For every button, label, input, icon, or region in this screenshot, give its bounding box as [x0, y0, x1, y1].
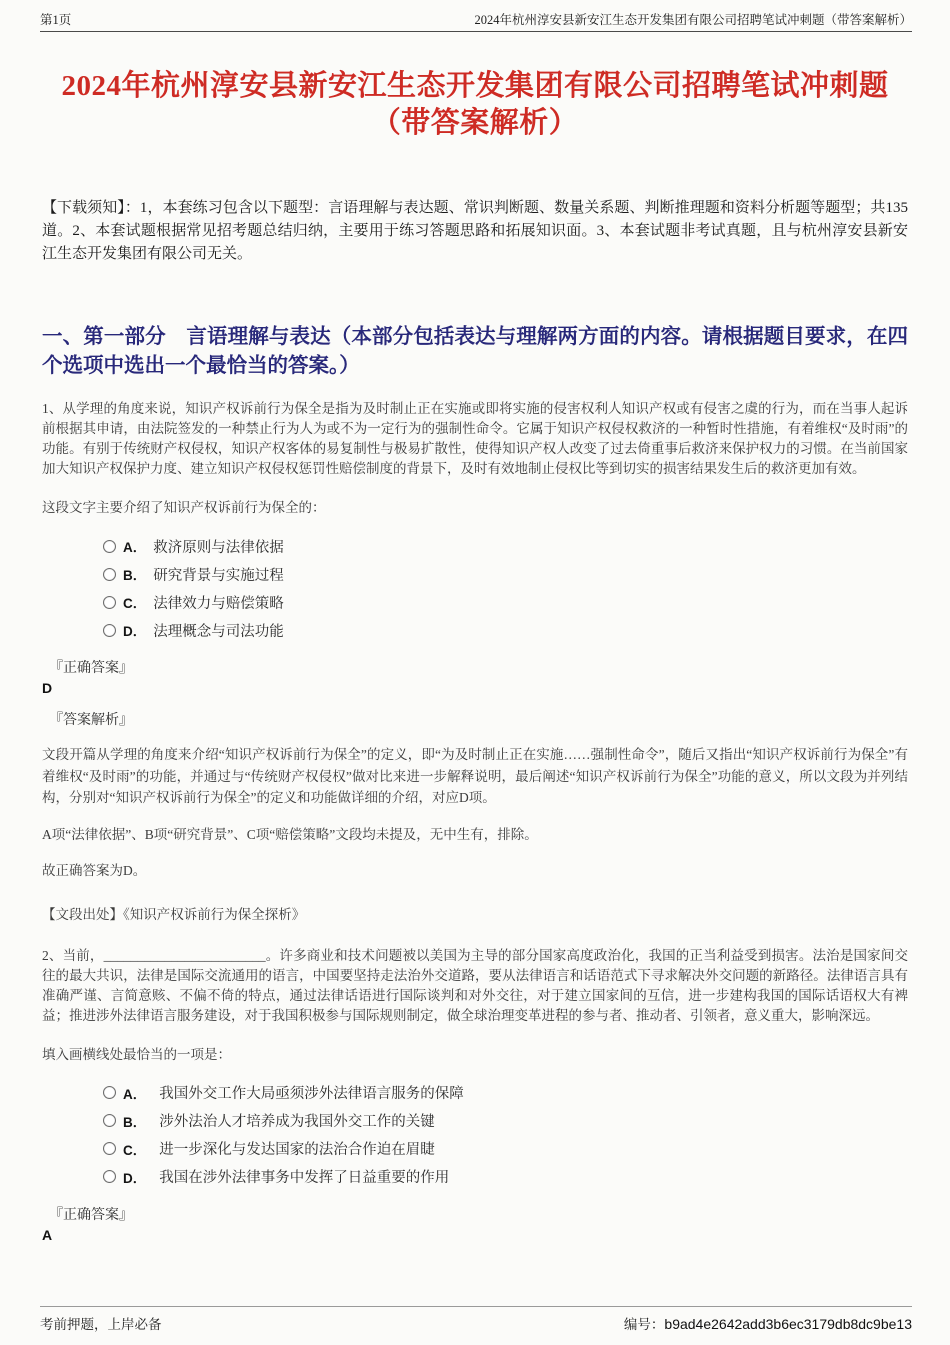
download-notice: 【下载须知】：1，本套练习包含以下题型：言语理解与表达题、常识判断题、数量关系题、判断推理题和资料分析题等题型；共135道。2、本套试题根据常见招考题总结归纳，主要用于练习答题思路和拓展知识面。3、本套试题非考试真题，且与杭州淳安县新安江生态开发集团有限公司无关。 [42, 200, 908, 262]
analysis-paragraph: 故正确答案为D。 [42, 863, 147, 878]
header-doc-title: 2024年杭州淳安县新安江生态开发集团有限公司招聘笔试冲刺题（带答案解析） [474, 13, 912, 27]
footer-serial-value: b9ad4e2642add3b6ec3179db8dc9be13 [664, 1316, 912, 1332]
option-letter: D． [123, 1170, 147, 1186]
radio-button-icon[interactable] [103, 568, 116, 581]
option-a[interactable] [103, 532, 908, 560]
option-letter: C． [123, 1142, 147, 1158]
option-b[interactable] [103, 1107, 908, 1135]
footer-slogan: 考前押题，上岸必备 [40, 1317, 162, 1332]
option-a[interactable] [103, 1079, 908, 1107]
correct-answer-label: 『正确答案』 [49, 1207, 133, 1223]
radio-button-icon[interactable] [103, 624, 116, 637]
radio-button-icon[interactable] [103, 1170, 116, 1183]
option-letter: B． [123, 1114, 147, 1130]
question-stem: 填入画横线处最恰当的一项是： [42, 1046, 231, 1062]
option-d[interactable] [103, 616, 908, 644]
option-label: 我国外交工作大局亟须涉外法律语言服务的保障 [159, 1086, 464, 1102]
option-letter: C． [123, 596, 147, 611]
options-list [103, 532, 908, 644]
radio-button-icon[interactable] [103, 1114, 116, 1127]
question-2 [0, 946, 950, 1243]
option-label: 法理概念与司法功能 [153, 623, 284, 640]
option-label: 涉外法治人才培养成为我国外交工作的关键 [159, 1114, 435, 1130]
question-1 [0, 399, 950, 923]
answer-analysis-label: 『答案解析』 [49, 713, 133, 728]
option-letter: D． [123, 624, 147, 639]
section-heading: 一、第一部分 言语理解与表达（本部分包括表达与理解两方面的内容。请根据题目要求，在四个选项中选出一个最恰当的答案。） [42, 326, 908, 377]
page-header [40, 10, 912, 32]
document-title: 2024年杭州淳安县新安江生态开发集团有限公司招聘笔试冲刺题（带答案解析） [61, 70, 889, 139]
option-label: 进一步深化与发达国家的法治合作迫在眉睫 [159, 1142, 435, 1158]
radio-button-icon[interactable] [103, 540, 116, 553]
option-b[interactable] [103, 560, 908, 588]
option-label: 法律效力与赔偿策略 [153, 595, 284, 612]
option-letter: A． [123, 1086, 147, 1102]
option-letter: A． [123, 540, 147, 555]
page-footer [40, 1306, 912, 1333]
footer-serial [624, 1313, 912, 1333]
correct-answer-value: D [42, 680, 53, 696]
radio-button-icon[interactable] [103, 1086, 116, 1099]
option-label: 我国在涉外法律事务中发挥了日益重要的作用 [159, 1170, 450, 1186]
option-c[interactable] [103, 588, 908, 616]
question-stem: 这段文字主要介绍了知识产权诉前行为保全的： [42, 500, 326, 515]
correct-answer-label: 『正确答案』 [49, 661, 133, 676]
option-label: 研究背景与实施过程 [153, 567, 284, 584]
analysis-paragraph: A项“法律依据”、B项“研究背景”、C项“赔偿策略”文段均未提及，无中生有，排除。 [42, 826, 538, 842]
option-letter: B． [123, 568, 147, 583]
options-list [103, 1079, 908, 1191]
page-number: 第1页 [40, 13, 72, 27]
answer-source: 【文段出处】《知识产权诉前行为保全探析》 [42, 906, 306, 922]
footer-serial-label: 编号： [623, 1317, 665, 1332]
question-text: 2、当前，________________________。许多商业和技术问题被以美国为主导的部分国家高度政治化，我国的正当利益受到损害。法治是国家间交往的最大共识，法律是国际交流通用的语言，中国要坚持走法治外交道路，要从法律语言和话语范式下寻求解决外交问题的新路径。法律语言具有准确严谨、言简意赅、不偏不倚的特点，通过法律话语进行国际谈判和对外交往，对于建立国家间的互信，进一步建构我国的国际话语权大有裨益；推进涉外法律语言服务建设，对于我国积极参与国际规则制定，做全球治理变革进程的参与者、推动者、引领者，意义重大，影响深远。 [42, 947, 908, 1023]
option-c[interactable] [103, 1135, 908, 1163]
option-label: 救济原则与法律依据 [153, 539, 284, 556]
question-text: 1、从学理的角度来说，知识产权诉前行为保全是指为及时制止正在实施或即将实施的侵害权利人知识产权或有侵害之虞的行为，而在当事人起诉前根据其申请，由法院签发的一种禁止行为人为或不为一定行为的强制性命令。它属于知识产权侵权救济的一种暂时性措施，有着维权“及时雨”的功能。有别于传统财产权侵权，知识产权客体的易复制性与极易扩散性，使得知识产权人改变了过去倚重事后救济来保护权力的习惯。在当前国家加大知识产权保护力度、建立知识产权侵权惩罚性赔偿制度的背景下，及时有效地制止侵权比等到切实的损害结果发生后的救济更加有效。 [42, 401, 908, 476]
correct-answer-value: A [42, 1226, 53, 1243]
analysis-paragraph: 文段开篇从学理的角度来介绍“知识产权诉前行为保全”的定义，即“为及时制止正在实施……强制性命令”，随后又指出“知识产权诉前行为保全”有着维权“及时雨”的功能，并通过与“传统财产权侵权”做对比来进一步解释说明，最后阐述“知识产权诉前行为保全”功能的意义，所以文段为并列结构，分别对“知识产权诉前行为保全”的定义和功能做详细的介绍，对应D项。 [42, 747, 908, 805]
radio-button-icon[interactable] [103, 1142, 116, 1155]
radio-button-icon[interactable] [103, 596, 116, 609]
option-d[interactable] [103, 1163, 908, 1191]
